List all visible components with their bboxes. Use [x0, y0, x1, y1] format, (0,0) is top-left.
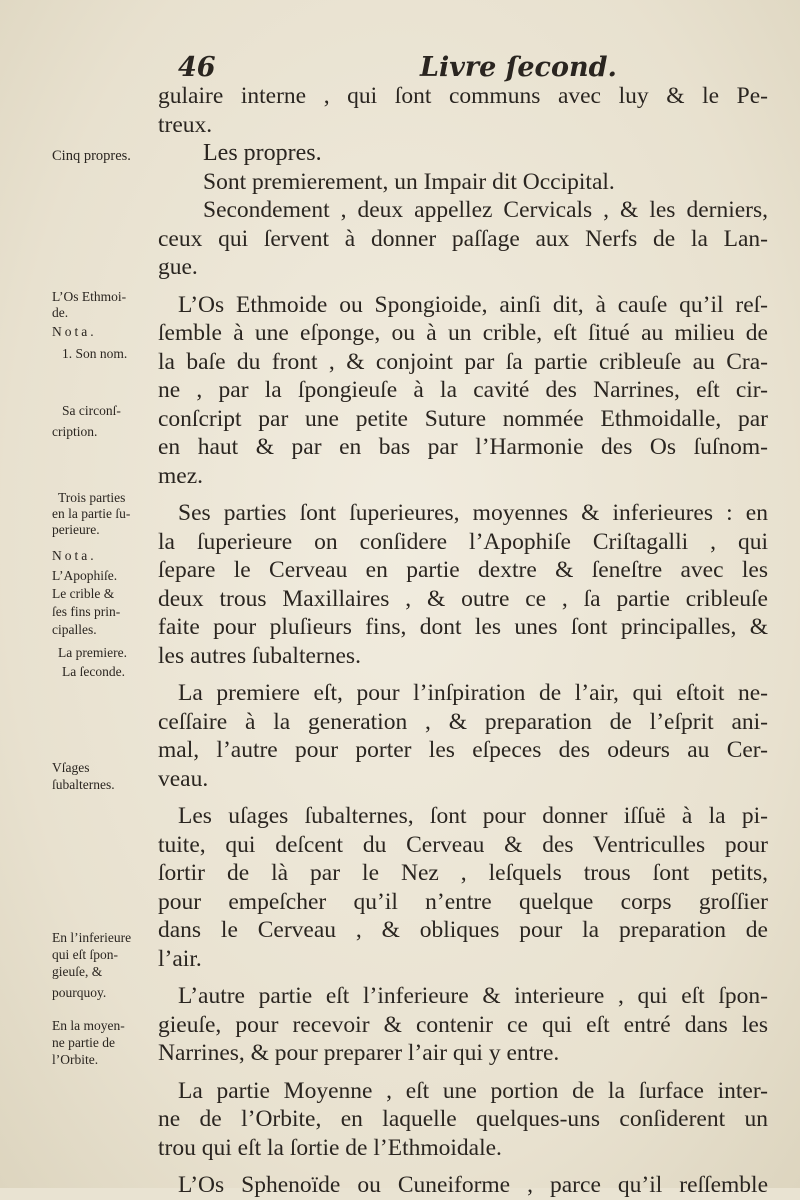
text-line: Secondement , deux appellez Cervicals , & les derniers,: [203, 197, 768, 223]
margin-note: 1. Son nom.: [62, 346, 128, 361]
text-line: ceux qui ſervent à donner paſſage aux Nerfs de la Lan-: [158, 225, 768, 252]
margin-note: L’Apophiſe.: [52, 568, 118, 583]
text-line: l’air.: [158, 945, 202, 972]
margin-note: pourquoy.: [52, 985, 107, 1000]
margin-note: cipalles.: [52, 622, 97, 637]
text-line: La partie Moyenne , eſt une portion de la ſurface inter-: [178, 1077, 768, 1104]
text-line: La premiere eſt, pour l’inſpiration de l’air, qui eſtoit ne-: [178, 680, 768, 706]
margin-note: ſes fins prin-: [52, 604, 121, 619]
running-title: Livre ſecond.: [420, 52, 617, 83]
margin-note: L’Os Ethmoi-: [52, 289, 127, 304]
text-line: les autres ſubalternes.: [158, 642, 361, 669]
margin-note: cription.: [52, 424, 98, 439]
text-line: faite pour pluſieurs fins, dont les unes ſont principalles, &: [158, 614, 768, 640]
text-line: gue.: [158, 254, 198, 280]
text-line: veau.: [158, 765, 209, 792]
text-line: L’Os Sphenoïde ou Cuneiforme , parce qu’il reſſemble: [178, 1172, 768, 1198]
text-line: trou qui eſt la ſortie de l’Ethmoidale.: [158, 1134, 502, 1161]
margin-note: ſubalternes.: [52, 777, 115, 792]
text-line: pour empeſcher qu’il n’entre quelque corps groſſier: [158, 888, 768, 915]
text-line: Narrines, & pour preparer l’air qui y entre.: [158, 1040, 560, 1066]
margin-note: Sa circonſ-: [62, 403, 121, 418]
text-line: mal, l’autre pour porter les eſpeces des odeurs au Cer-: [158, 737, 768, 763]
text-line: ne , par la ſpongieuſe à la cavité des Narrines, eſt cir-: [158, 377, 768, 403]
text-line: la ſuperieure on conſidere l’Apophiſe Criſtagalli , qui: [158, 528, 768, 555]
text-line: ſemble à une eſponge, ou à un crible, eſt ſitué au milieu de: [158, 320, 768, 346]
margin-note: l’Orbite.: [52, 1052, 99, 1067]
text-line: conſcript par une petite Suture nommée Ethmoidalle, par: [158, 405, 768, 432]
text-line: Sont premierement, un Impair dit Occipital.: [203, 168, 615, 195]
margin-note: Trois parties: [58, 490, 126, 505]
margin-note: Nota.: [52, 548, 97, 563]
text-line: treux.: [158, 111, 213, 138]
text-line: L’Os Ethmoide ou Spongioide, ainſi dit, à cauſe qu’il reſ-: [178, 291, 768, 318]
margin-note: Vſages: [52, 760, 90, 775]
text-line: L’autre partie eſt l’inferieure & interieure , qui eſt ſpon-: [178, 983, 768, 1009]
margin-note: de.: [52, 305, 69, 320]
text-line: Ses parties ſont ſuperieures, moyennes & inferieures : en: [178, 500, 768, 526]
text-line: mez.: [158, 462, 204, 489]
text-line: ne de l’Orbite, en laquelle quelques-uns conſiderent un: [158, 1106, 768, 1132]
text-line: la baſe du front , & conjoint par ſa partie cribleuſe au Cra-: [158, 348, 768, 375]
margin-note: perieure.: [52, 522, 100, 537]
text-line: gieuſe, pour recevoir & contenir ce qui eſt entré dans les: [158, 1011, 768, 1038]
margin-note: La ſeconde.: [62, 664, 125, 679]
text-line: dans le Cerveau , & obliques pour la preparation de: [158, 917, 768, 943]
text-line: tuite, qui deſcent du Cerveau & des Ventriculles pour: [158, 831, 768, 858]
text-line: ceſſaire à la generation , & preparation de l’eſprit ani-: [158, 708, 768, 735]
margin-note: En la moyen-: [52, 1018, 125, 1033]
text-line: en haut & par en bas par l’Harmonie des Os ſuſnom-: [158, 434, 768, 460]
margin-note: gieuſe, &: [52, 964, 103, 979]
margin-note: Le crible &: [52, 586, 115, 601]
text-line: Les uſages ſubalternes, ſont pour donner iſſuë à la pi-: [178, 803, 768, 829]
text-line: ſortir de là par le Nez , leſquels trous ſont petits,: [158, 860, 768, 886]
margin-note: En l’inferieure: [52, 930, 132, 945]
margin-note: Cinq propres.: [52, 148, 131, 164]
page-number: 46: [178, 52, 216, 83]
margin-note: en la partie ſu-: [52, 506, 131, 521]
margin-note: ne partie de: [52, 1035, 115, 1050]
section-heading: Les propres.: [203, 140, 322, 166]
text-line: deux trous Maxillaires , & outre ce , ſa partie cribleuſe: [158, 585, 768, 612]
margin-note: qui eſt ſpon-: [52, 947, 118, 962]
margin-note: La premiere.: [58, 645, 127, 660]
text-line: gulaire interne , qui ſont communs avec luy & le Pe-: [158, 83, 768, 109]
body-text: [158, 82, 768, 1200]
text-line: ſepare le Cerveau en partie dextre & ſeneſtre avec les: [158, 557, 768, 583]
margin-note: Nota.: [52, 324, 97, 339]
